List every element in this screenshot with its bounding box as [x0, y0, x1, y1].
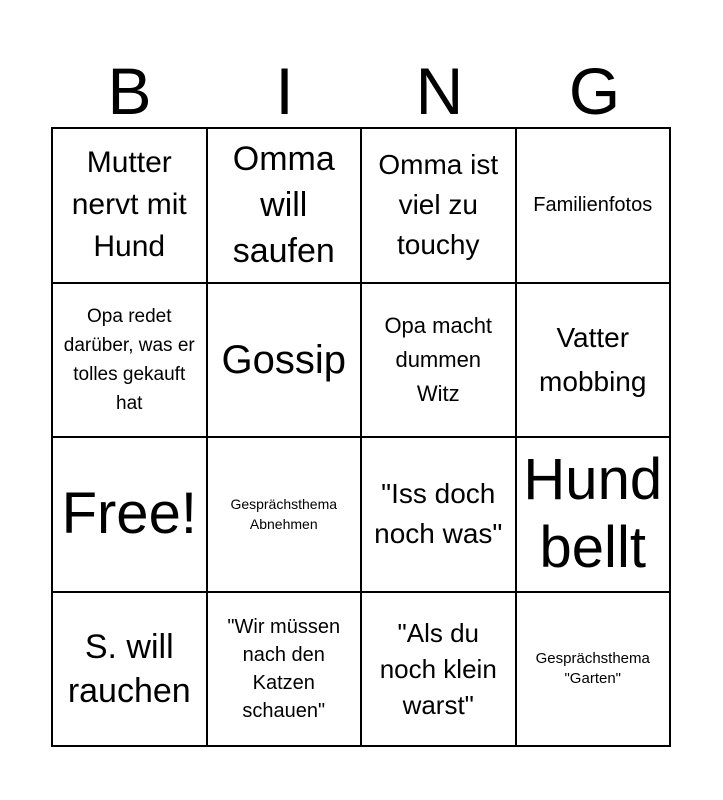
cell-text: Familienfotos [533, 194, 653, 217]
cell-text: Gesprächsthema Abnehmen [230, 496, 338, 533]
bingo-cell-free[interactable] [53, 438, 208, 593]
cell-text: Omma ist viel zu touchy [378, 149, 499, 261]
bingo-cell[interactable] [517, 284, 672, 439]
cell-text: Opa macht dummen Witz [384, 312, 493, 406]
bingo-cell[interactable] [517, 593, 672, 748]
header-letter-b: B [107, 54, 152, 128]
bingo-cell[interactable] [362, 129, 517, 284]
cell-text: S. will rauchen [67, 627, 191, 710]
bingo-cell[interactable] [53, 593, 208, 748]
bingo-cell[interactable] [362, 593, 517, 748]
cell-text: Omma will saufen [232, 140, 335, 271]
bingo-cell[interactable] [208, 284, 363, 439]
bingo-cell[interactable] [53, 284, 208, 439]
cell-text: Gesprächsthema "Garten" [535, 649, 650, 687]
cell-text: "Als du noch klein warst" [379, 617, 497, 720]
cell-text: Hund bellt [523, 447, 663, 581]
cell-text: Opa redet darüber, was er tolles gekauft hat [63, 305, 195, 414]
bingo-cell[interactable] [517, 129, 672, 284]
header-letter-n: N [415, 54, 464, 128]
bingo-cell[interactable] [362, 284, 517, 439]
bingo-cell[interactable] [362, 438, 517, 593]
cell-text: "Iss doch noch was" [374, 478, 503, 550]
bingo-cell[interactable] [208, 129, 363, 284]
cell-text: Mutter nervt mit Hund [71, 146, 187, 264]
cell-text: Gossip [221, 337, 346, 382]
header-letter-g: G [568, 54, 621, 128]
bingo-cell[interactable] [53, 129, 208, 284]
bingo-header [52, 54, 672, 128]
bingo-cell[interactable] [208, 593, 363, 748]
bingo-cell[interactable] [517, 438, 672, 593]
cell-text: "Wir müssen nach den Katzen schauen" [227, 615, 341, 722]
cell-text: Vatter mobbing [539, 321, 647, 397]
bingo-card-grid [51, 127, 671, 747]
bingo-cell[interactable] [208, 438, 363, 593]
header-letter-i: I [275, 54, 294, 128]
free-space-text: Free! [61, 481, 197, 547]
